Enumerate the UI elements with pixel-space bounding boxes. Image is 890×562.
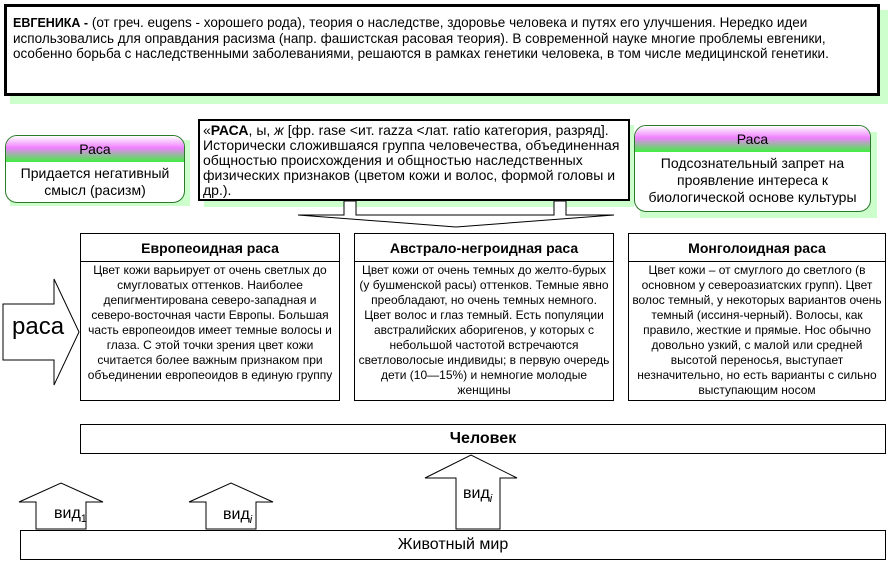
definition-term: РАСА <box>210 122 249 138</box>
caucasoid-race-title: Европеоидная раса <box>81 234 339 262</box>
australo-negroid-race-text: Цвет кожи от очень темных до желто-бурых (у бушменской расы) оттенков. Темные явно преобладают, но очень темных немного. Цвет волос и глаз темный. Есть популяции австралийских аборигенов, у которых с небольшой частотой встречаются светловолосые индивиды; в первую очередь дети (10—15%) и немногие молодые женщины <box>358 263 610 397</box>
race-taboo-text: Подсознательный запрет на проявление интереса к биологической основе культуры <box>648 155 857 205</box>
species-i-human-label: вид$_i$ <box>463 485 493 506</box>
definition-text: [фр. rase <ит. razza <лат. ratio категория, разряд]. Исторически сложившаяся группа человечества, объединенная общностью происхождения и общностью наследственных физических признаков (цветом кожи и волос, формой головы и др.). <box>203 122 620 198</box>
definition-connector-arrow <box>296 201 616 231</box>
race-negative-text: Придается негативный смысл (расизм) <box>20 165 170 198</box>
mongoloid-race-text: Цвет кожи – от смуглого до светлого (в основном у североазиатских групп). Цвет волос темный, у некоторых вариантов очень темный (иссиня-черный). Волосы, как правило, жесткие и прямые. Нос обычно довольно узкий, с малой или средней высотой переносья, выступает незначительно, но есть варианты с сильно выступающим носом <box>632 263 882 397</box>
race-taboo-title: Раса <box>635 126 870 152</box>
eugenics-term: ЕВГЕНИКА - <box>13 16 89 30</box>
race-definition-box <box>198 119 630 201</box>
species-i-label: вид$_i$ <box>223 506 253 527</box>
caucasoid-race-column <box>80 233 340 401</box>
definition-grammar: , ы, <box>248 122 275 138</box>
caucasoid-race-text: Цвет кожи варьирует от очень светлых до смугловатых оттенков. Наиболее депигментирована северо-западная и северо-восточная части Европы. Большая часть европеоидов имеет темные волосы и глаза. С этой точки зрения цвет кожи считается более важным признаком при объединении европеоидов в единую группу <box>87 263 333 382</box>
mongoloid-race-title: Монголоидная раса <box>629 234 885 262</box>
race-arrow-label: раса <box>12 313 65 340</box>
definition-open-quote: « <box>203 122 211 138</box>
race-taboo-box <box>634 125 871 212</box>
race-negative-box <box>5 135 185 203</box>
australo-negroid-race-title: Австрало-негроидная раса <box>355 234 613 262</box>
race-negative-title: Раса <box>6 136 184 162</box>
eugenics-text: (от греч. eugens - хорошего рода), теория о наследстве, здоровье человека и путях его улучшения. Нередко идеи использовались для оправдания расизма (напр. фашистская расовая теория). В современной науке многие проблемы евгеники, особенно борьба с наследственными заболеваниями, решаются в рамках генетики человека, в том числе медицинской генетики. <box>13 15 829 61</box>
species-1-label: вид$_1$ <box>54 505 87 526</box>
human-bar: Человек <box>80 424 886 454</box>
mongoloid-race-column <box>628 233 886 401</box>
australo-negroid-race-column <box>354 233 614 401</box>
eugenics-box <box>4 4 880 96</box>
animal-world-bar: Животный мир <box>20 530 886 560</box>
definition-gender: ж <box>274 122 284 138</box>
